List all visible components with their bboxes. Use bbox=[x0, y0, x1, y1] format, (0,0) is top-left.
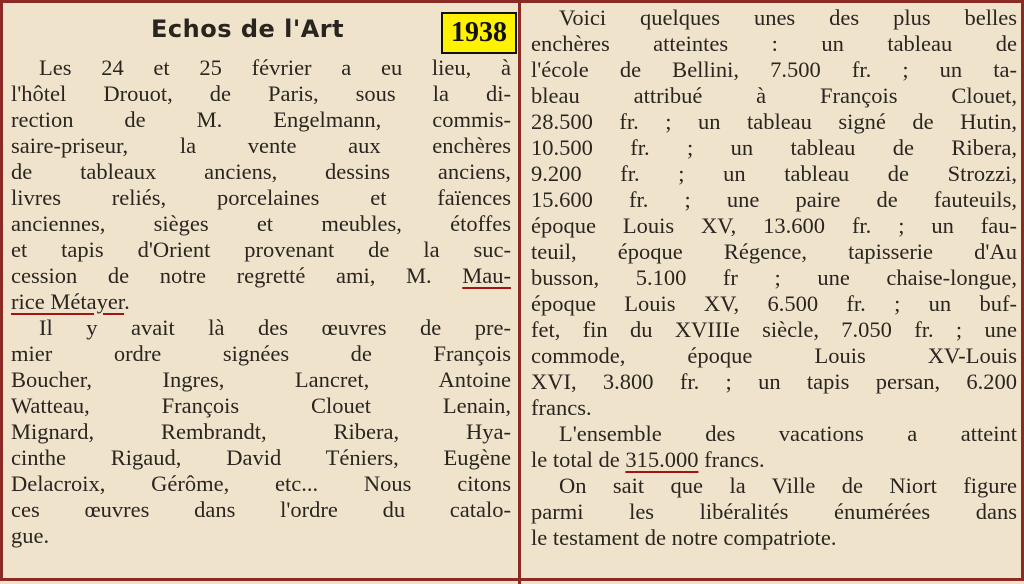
text-line: le testament de notre compatriote. bbox=[531, 525, 837, 550]
text-line: livres reliés, porcelaines et faïences bbox=[11, 185, 511, 210]
text-line: fet, fin du XVIIIe siècle, 7.050 fr. ; une bbox=[531, 317, 1017, 342]
text-line: rection de M. Engelmann, commis- bbox=[11, 107, 511, 132]
text-line bbox=[11, 263, 511, 289]
text-line bbox=[11, 289, 511, 315]
text-line: Mignard, Rembrandt, Ribera, Hya- bbox=[11, 419, 511, 444]
text-line: bleau attribué à François Clouet, bbox=[531, 83, 1017, 108]
text-line: l'école de Bellini, 7.500 fr. ; un ta- bbox=[531, 57, 1017, 82]
text-line: Delacroix, Gérôme, etc... Nous citons bbox=[11, 471, 511, 496]
text-segment: cession de notre regretté ami, M. bbox=[11, 263, 432, 288]
underlined-name: Mau- bbox=[462, 263, 511, 288]
underlined-name: rice Métayer bbox=[11, 289, 125, 314]
text-line: On sait que la Ville de Niort figure bbox=[559, 473, 1017, 498]
year-badge: 1938 bbox=[441, 12, 517, 54]
text-line: et tapis d'Orient provenant de la suc- bbox=[11, 237, 511, 262]
right-column-text bbox=[531, 5, 1017, 551]
text-line: parmi les libéralités énumérées dans bbox=[531, 499, 1017, 524]
text-line: enchères atteintes : un tableau de bbox=[531, 31, 1017, 56]
text-line: ces œuvres dans l'ordre du catalo- bbox=[11, 497, 511, 522]
text-line: époque Louis XV, 6.500 fr. ; un buf- bbox=[531, 291, 1017, 316]
column-divider bbox=[518, 3, 521, 584]
text-line: L'ensemble des vacations a atteint bbox=[559, 421, 1017, 446]
text-line: époque Louis XV, 13.600 fr. ; un fau- bbox=[531, 213, 1017, 238]
text-line: gue. bbox=[11, 523, 50, 548]
text-segment: francs. bbox=[704, 447, 765, 472]
text-line: de tableaux anciens, dessins anciens, bbox=[11, 159, 511, 184]
text-segment: le total de bbox=[531, 447, 620, 472]
text-line: cinthe Rigaud, David Téniers, Eugène bbox=[11, 445, 511, 470]
text-line: mier ordre signées de François bbox=[11, 341, 511, 366]
text-line: busson, 5.100 fr ; une chaise-longue, bbox=[531, 265, 1017, 290]
article-heading: Echos de l'Art bbox=[151, 15, 345, 43]
text-line: anciennes, sièges et meubles, étoffes bbox=[11, 211, 511, 236]
text-line: 9.200 fr. ; un tableau de Strozzi, bbox=[531, 161, 1017, 186]
text-segment: . bbox=[124, 289, 130, 314]
text-line: commode, époque Louis XV-Louis bbox=[531, 343, 1017, 368]
text-line: saire-priseur, la vente aux enchères bbox=[11, 133, 511, 158]
left-column-text bbox=[11, 55, 511, 549]
text-line bbox=[531, 447, 1017, 473]
underlined-total: 315.000 bbox=[625, 447, 699, 472]
text-line: Voici quelques unes des plus belles bbox=[559, 5, 1017, 30]
text-line: francs. bbox=[531, 395, 592, 420]
text-line: Watteau, François Clouet Lenain, bbox=[11, 393, 511, 418]
text-line: Il y avait là des œuvres de pre- bbox=[39, 315, 511, 340]
text-line: XVI, 3.800 fr. ; un tapis persan, 6.200 bbox=[531, 369, 1017, 394]
text-line: 28.500 fr. ; un tableau signé de Hutin, bbox=[531, 109, 1017, 134]
text-line: Les 24 et 25 février a eu lieu, à bbox=[39, 55, 511, 80]
text-line: Boucher, Ingres, Lancret, Antoine bbox=[11, 367, 511, 392]
text-line: 10.500 fr. ; un tableau de Ribera, bbox=[531, 135, 1017, 160]
text-line: l'hôtel Drouot, de Paris, sous la di- bbox=[11, 81, 511, 106]
text-line: teuil, époque Régence, tapisserie d'Au bbox=[531, 239, 1017, 264]
text-line: 15.600 fr. ; une paire de fauteuils, bbox=[531, 187, 1017, 212]
